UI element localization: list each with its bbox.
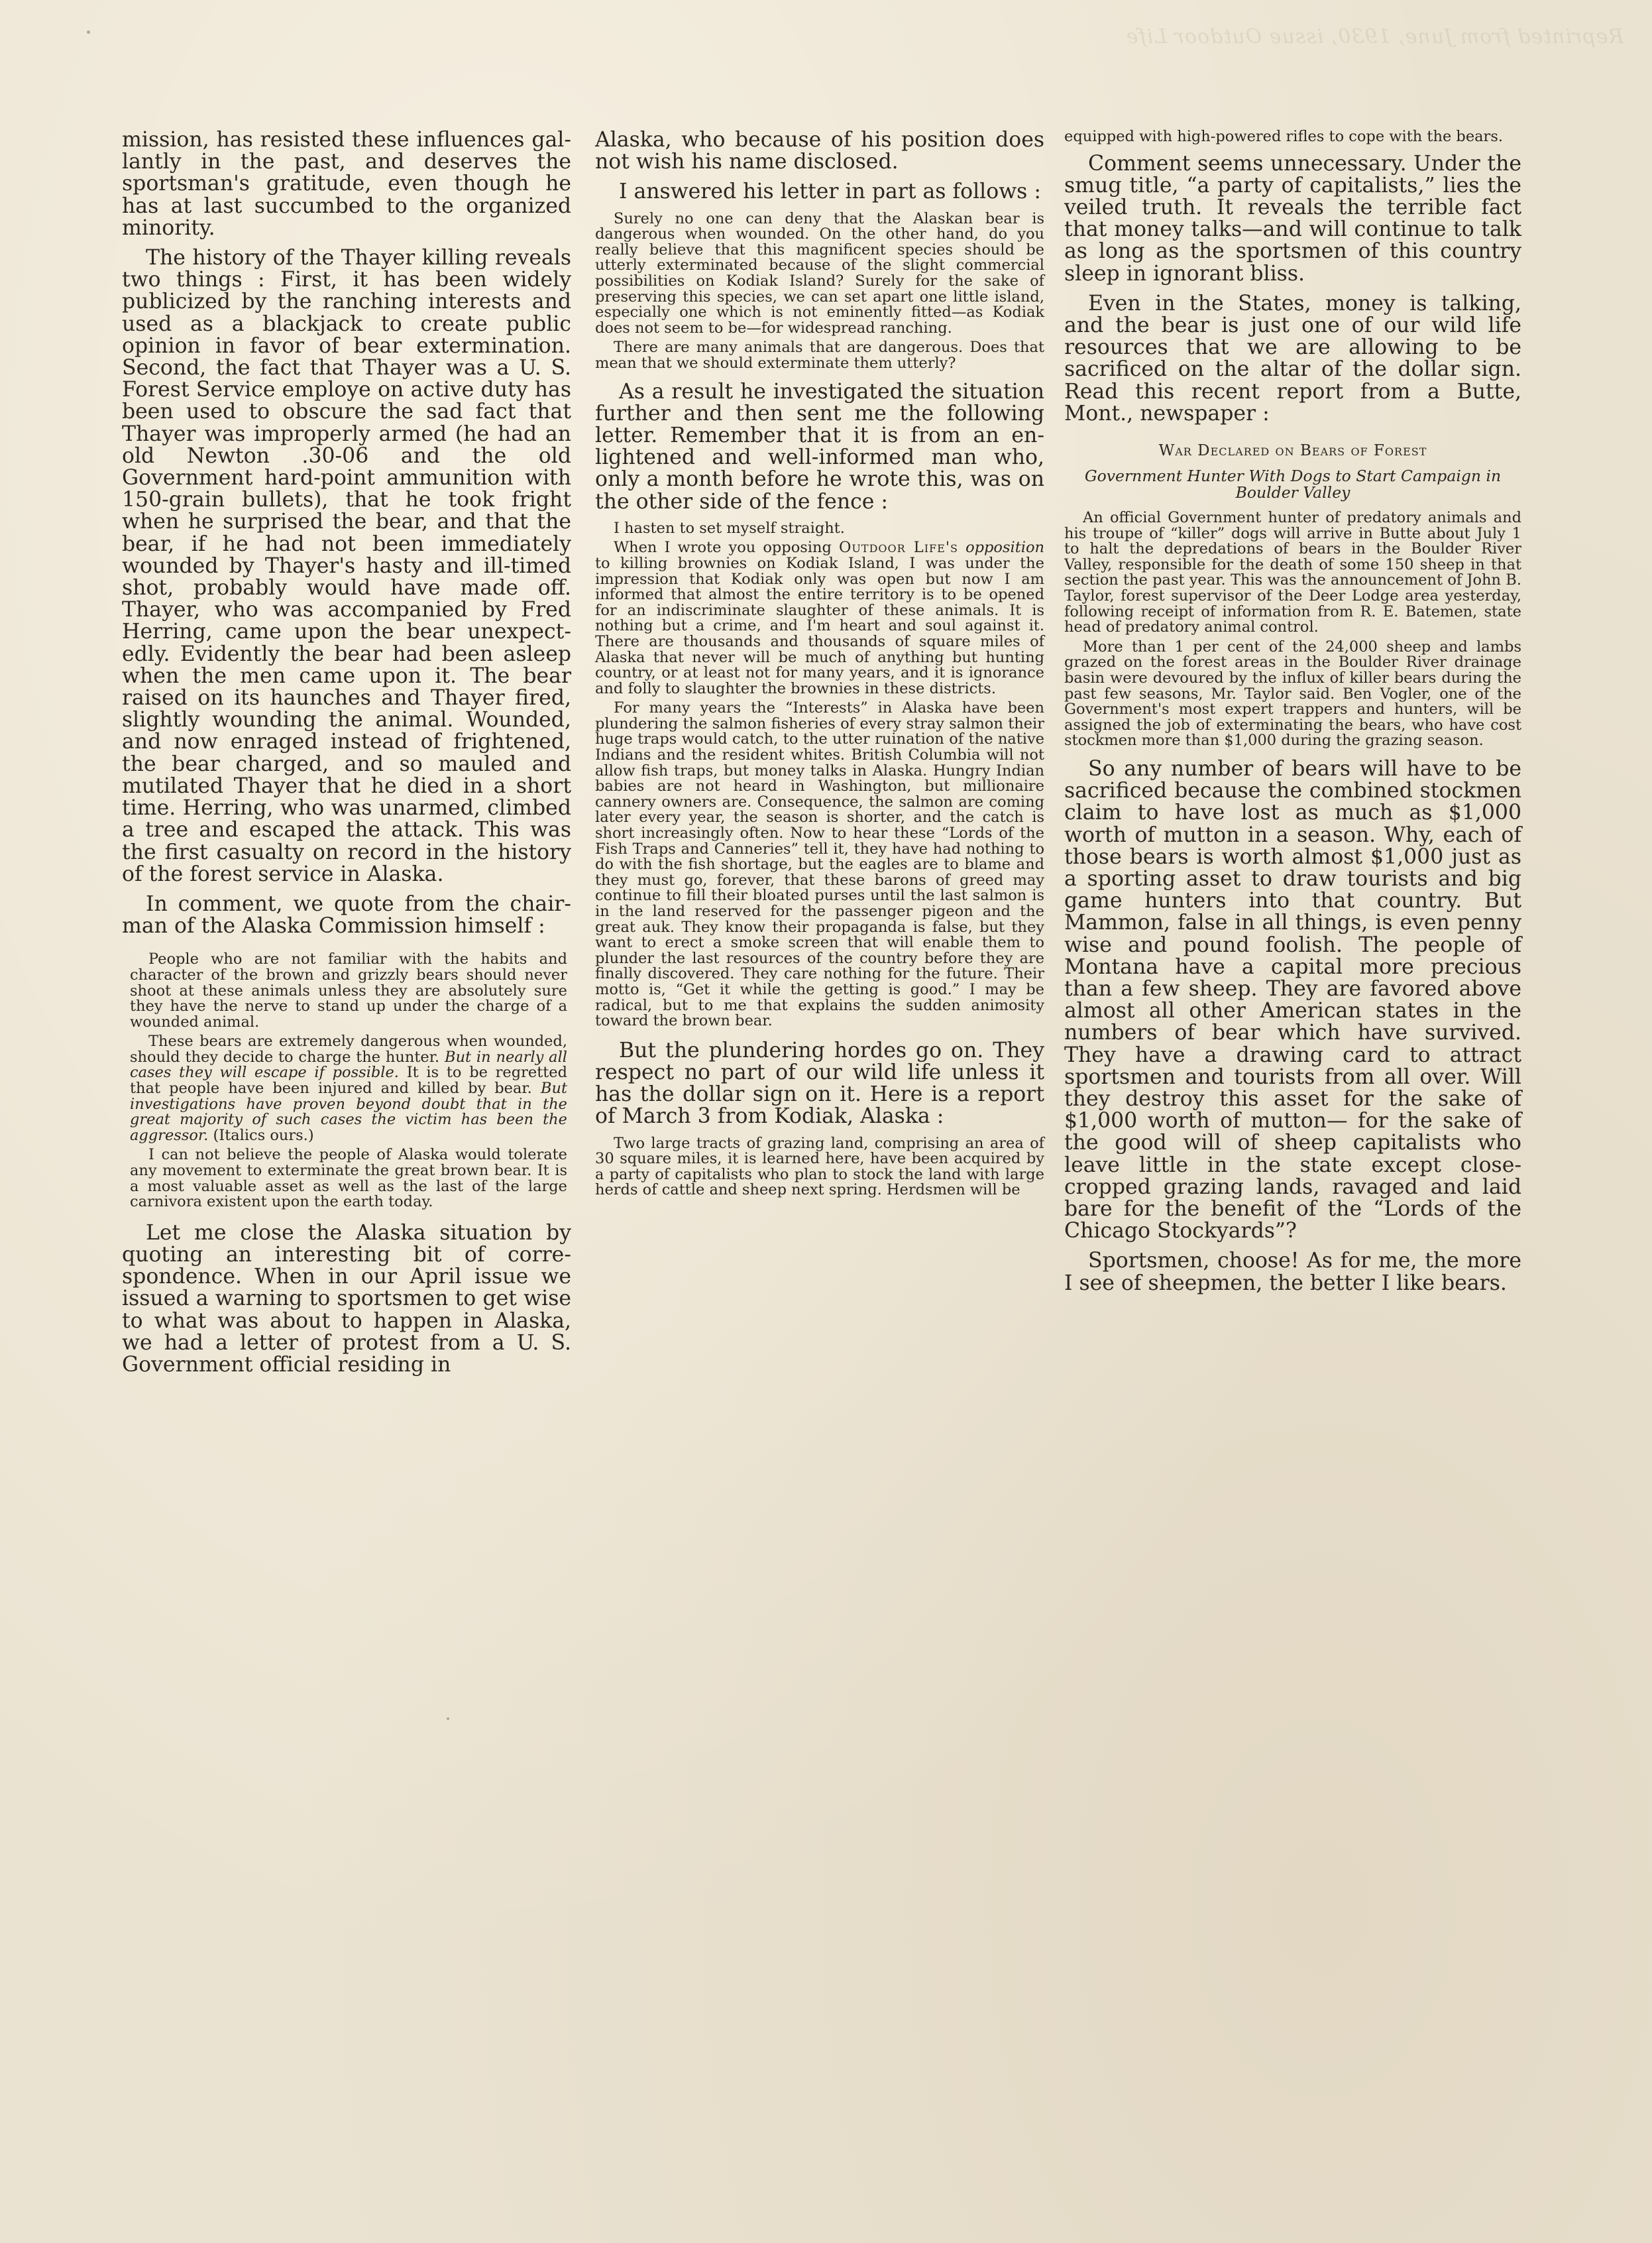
quoted-paragraph: People who are not familiar with the habits and character of the brown and grizzly bears should never shoot at these animals unless they are absolutely sure they have the nerve to stand up under the charge of a wounded animal.	[130, 950, 567, 1031]
quoted-paragraph	[595, 540, 1044, 697]
paragraph: Even in the States, money is talking, and the bear is just one of our wild life resources that we are allowing to be sacrificed on the altar of the dollar sign. Read this recent report from a Butte, Mont., newspaper :	[1064, 291, 1521, 426]
news-headline: War Declared on Bears of Forest	[1158, 442, 1427, 460]
quoted-paragraph: For many years the “Interests” in Alaska have been plundering the salmon fisheries of every stray salmon their huge traps would catch, to the utter ruination of the native Indians and the resident whites. British Columbia will not allow fish traps, but money talks in Alaska. Hungry Indian babies are not heard in Washington, but millionaire cannery owners are. Consequence, the salmon are coming later every year, the season is shorter, and the catch is short increasingly often. Now to hear these “Lords of the Fish Traps and Canneries” tell it, they have had nothing to do with the fish shortage, but the eagles are to blame and they must go, forever, that these barons of greed may continue to fill their bloated purses until the last salmon is in the land reserved for the passenger pigeon and the great auk. They know their propaganda is false, but they want to erect a smoke screen that will enable them to plunder the last resources of the country before they are finally discovered. They care nothing for the future. Their motto is, “Get it while the getting is good.” I may be radical, but to me that explains the sudden animosity toward the brown bear.	[595, 699, 1044, 1030]
bleed-through-text: Reprinted from June, 1930, issue Outdoor Life	[1125, 25, 1624, 48]
paper-speck	[447, 1717, 449, 1720]
paper-speck	[87, 30, 90, 34]
news-subheadline: Government Hunter With Dogs to Start Campaign in Boulder Valley	[1084, 467, 1502, 502]
quote-text: (Italics ours.)	[213, 1126, 314, 1144]
quote-text: When I wrote you opposing	[614, 539, 832, 557]
quote-text: It is to be regretted that people have been injured and killed by bear.	[130, 1064, 568, 1098]
italic-text: opposition	[965, 539, 1044, 557]
quoted-paragraph: More than 1 per cent of the 24,000 sheep and lambs grazed on the forest areas in the Boulder River drainage basin were devoured by the influx of killer bears during the past few seasons, Mr. Taylor said. Ben Vogler, one of the Government's most expert trappers and hunters, will be assigned the job of exterminating the bears, who have cost stockmen more than $1,000 during the grazing season.	[1064, 638, 1521, 750]
column-3	[1064, 129, 1521, 1302]
paragraph: In comment, we quote from the chairman of the Alaska Commission himself :	[122, 891, 571, 939]
paragraph: Alaska, who because of his position does not wish his name disclosed.	[595, 128, 1044, 174]
quoted-paragraph: There are many animals that are dangerous. Does that mean that we should exterminate them utterly?	[595, 339, 1044, 372]
paragraph: So any number of bears will have to be sacrificed because the combined stockmen claim to have lost as much as $1,000 worth of mutton in a season. Why, each of those bears is worth almost $1,000 just as a sporting asset to draw tourists and big game hunters into that country. But Mammon, false in all things, is even penny wise and pound foolish. The people of Montana have a capital more precious than a few sheep. They are favored above almost all other American states in the numbers of bear which have survived. They have a drawing card to attract sportsmen and tourists from all over. Will they destroy this asset for the sake of $1,000 worth of mutton— for the sake of the good will of sheep capitalists who leave little in the state except close-cropped grazing lands, ravaged and laid bare for the benefit of the “Lords of the Chicago Stockyards”?	[1064, 756, 1521, 1243]
italic-text: But investigations have proven beyond doubt that in the great majority of such cases the victim has been the aggressor.	[130, 1080, 568, 1144]
magazine-name: Outdoor Life's	[838, 539, 958, 557]
paragraph: Comment seems unnecessary. Under the smug title, “a party of capitalists,” lies the veiled truth. It reveals the terrible fact that money talks—and will continue to talk as long as the sportsmen of this country sleep in ignorant bliss.	[1064, 151, 1521, 286]
quoted-paragraph: I can not believe the people of Alaska would tolerate any movement to exterminate the great brown bear. It is a most valuable asset as well as the last of the large carnivora existent upon the earth today.	[130, 1146, 567, 1211]
quoted-paragraph	[122, 1034, 571, 1143]
quote-text: to killing brownies on Kodiak Island, I was under the impression that Kodiak only was open but now I am informed that almost the entire territory is to be opened for an indiscriminate slaughter of these animals. It is nothing but a crime, and I'm heart and soul against it. There are thousands and thousands of square miles of Alaska that never will be much of anything but hunting country, or at least not for many years, and it is ignorance and folly to slaughter the brownies in these districts.	[595, 554, 1044, 697]
quoted-paragraph: I hasten to set myself straight.	[614, 519, 845, 537]
italic-text: But in nearly all cases they will escape if possible.	[130, 1048, 567, 1082]
paragraph: mission, has resisted these influences gallantly in the past, and deserves the sportsman's gratitude, even though he has at last succumbed to the organized minority.	[122, 128, 571, 240]
paragraph: Let me close the Alaska situation by quoting an interesting bit of correspondence. When in our April issue we issued a warning to sportsmen to get wise to what was about to happen in Alaska, we had a letter of protest from a U. S. Government official residing in	[122, 1220, 571, 1377]
paragraph: But the plundering hordes go on. They respect no part of our wild life unless it has the dollar sign on it. Here is a report of March 3 from Kodiak, Alaska :	[595, 1038, 1044, 1129]
quote-text: These bears are extremely dangerous when wounded, should they decide to charge the hunter.	[130, 1033, 567, 1066]
quoted-paragraph: An official Government hunter of predatory animals and his troupe of “killer” dogs will arrive in Butte about July 1 to halt the depredations of bears in the Boulder River Valley, responsible for the death of some 150 sheep in that section the past year. This was the announcement of John B. Taylor, forest supervisor of the Deer Lodge area yesterday, following receipt of information from R. E. Batemen, state head of predatory animal control.	[1064, 509, 1521, 636]
column-2	[595, 129, 1044, 1202]
quoted-paragraph: equipped with high-powered rifles to cope with the bears.	[1064, 128, 1504, 145]
quoted-paragraph: Surely no one can deny that the Alaskan bear is dangerous when wounded. On the other hand, do you really believe that this magnificent species should be utterly exterminated because of the slight commercial possibilities on Kodiak Island? Surely for the sake of preserving this species, we can set apart one little island, especially one which is not eminently fitted—as Kodiak does not seem to be—for widespread ranching.	[595, 209, 1044, 337]
paragraph: I answered his letter in part as follows :	[619, 180, 1041, 204]
quoted-paragraph: Two large tracts of grazing land, comprising an area of 30 square miles, it is learned here, have been acquired by a party of capitalists who plan to stock the land with large herds of cattle and sheep next spring. Herdsmen will be	[595, 1134, 1044, 1199]
paragraph: As a result he investigated the situation further and then sent me the following letter. Remember that it is from an enlightened and well-informed man who, only a month before he wrote this, was on the other side of the fence :	[595, 379, 1044, 514]
paragraph: The history of the Thayer killing reveals two things : First, it has been widely publicized by the ranching interests and used as a blackjack to create public opinion in favor of bear extermination. Second, the fact that Thayer was a U. S. Forest Service employe on active duty has been used to obscure the sad fact that Thayer was improperly armed (he had an old Newton .30-06 and the old Government hard-point ammunition with 150-grain bullets), that he took fright when he surprised the bear, and that the bear, if he had not been immediately wounded by Thayer's hasty and ill-timed shot, probably would have made off. Thayer, who was accompanied by Fred Herring, came upon the bear unexpectedly. Evidently the bear had been asleep when the men came upon it. The bear raised on its haunches and Thayer fired, slightly wounding the animal. Wounded, and now enraged instead of frightened, the bear charged, and so mauled and mutilated Thayer that he died in a short time. Herring, who was unarmed, climbed a tree and escaped the attack. This was the first casualty on record in the history of the forest service in Alaska.	[122, 246, 571, 886]
column-1	[122, 129, 571, 1384]
paragraph: Sportsmen, choose! As for me, the more I see of sheepmen, the better I like bears.	[1064, 1249, 1521, 1295]
